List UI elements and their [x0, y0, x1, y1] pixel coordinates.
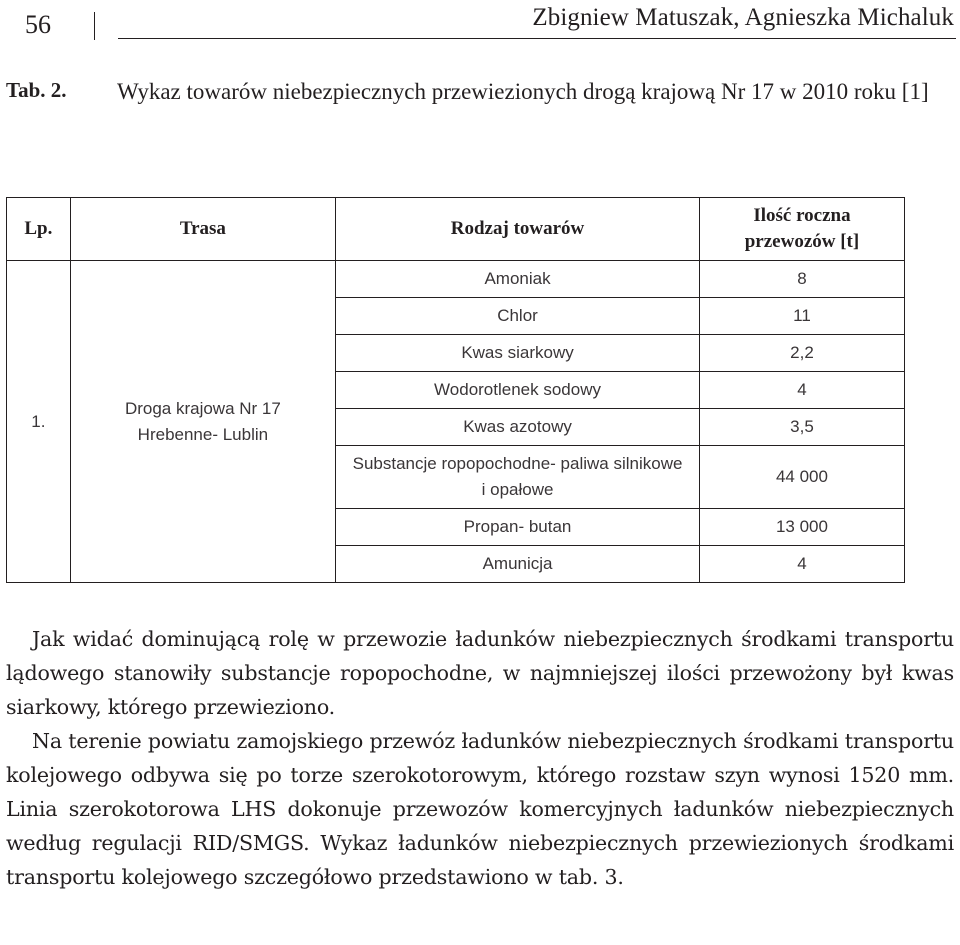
cell-goods: Wodorotlenek sodowy	[336, 372, 700, 409]
dangerous-goods-table	[6, 197, 905, 583]
table-label: Tab. 2.	[6, 78, 67, 102]
body-paragraph-1: Jak widać dominującą rolę w przewozie ładunków niebezpiecznych środkami transportu lądowego stanowiły substancje ropopochodne, w najmniejszej ilości przewożony był kwas siarkowy, którego przewieziono.	[6, 627, 954, 719]
cell-amount: 44 000	[699, 446, 904, 509]
header-rule	[118, 38, 956, 39]
header-rodzaj: Rodzaj towarów	[336, 198, 700, 261]
table-caption-text: Wykaz towarów niebezpiecznych przewiezionych drogą krajową Nr 17 w 2010 roku [1]	[117, 79, 929, 104]
cell-goods: Amoniak	[336, 261, 700, 298]
goods-line1: Substancje ropopochodne- paliwa silnikowe	[352, 454, 683, 473]
goods-line2: i opałowe	[481, 480, 554, 499]
body-paragraph-2: Na terenie powiatu zamojskiego przewóz ładunków niebezpiecznych środkami transportu kolejowego odbywa się po torze szerokotorowym, którego rozstaw szyn wynosi 1520 mm. Linia szerokotorowa LHS dokonuje przewozów komercyjnych ładunków niebezpiecznych według regulacji RID/SMGS. Wykaz ładunków niebezpiecznych przewiezionych środkami transportu kolejowego szczegółowo przedstawiono w tab. 3.	[6, 729, 954, 889]
table-header-row	[7, 198, 905, 261]
cell-lp: 1.	[7, 261, 71, 583]
cell-goods	[336, 446, 700, 509]
header-divider-tick	[94, 12, 95, 40]
cell-goods: Amunicja	[336, 546, 700, 583]
cell-goods: Kwas azotowy	[336, 409, 700, 446]
cell-amount: 11	[699, 298, 904, 335]
cell-goods: Propan- butan	[336, 509, 700, 546]
header-lp: Lp.	[7, 198, 71, 261]
header-ilosc-line1: Ilość roczna	[753, 205, 851, 226]
cell-amount: 8	[699, 261, 904, 298]
header-ilosc	[699, 198, 904, 261]
cell-goods: Chlor	[336, 298, 700, 335]
cell-amount: 2,2	[699, 335, 904, 372]
cell-goods: Kwas siarkowy	[336, 335, 700, 372]
cell-amount: 3,5	[699, 409, 904, 446]
table-row	[7, 261, 905, 298]
route-line2: Hrebenne- Lublin	[137, 424, 269, 444]
running-header-authors: Zbigniew Matuszak, Agnieszka Michaluk	[532, 4, 954, 31]
header-ilosc-line2: przewozów [t]	[744, 231, 860, 252]
header-trasa: Trasa	[70, 198, 335, 261]
cell-route	[70, 261, 335, 583]
cell-amount: 13 000	[699, 509, 904, 546]
table-caption	[6, 76, 956, 108]
body-text	[6, 622, 954, 894]
page-number: 56	[25, 10, 51, 39]
cell-amount: 4	[699, 546, 904, 583]
route-line1: Droga krajowa Nr 17	[124, 398, 281, 418]
cell-amount: 4	[699, 372, 904, 409]
